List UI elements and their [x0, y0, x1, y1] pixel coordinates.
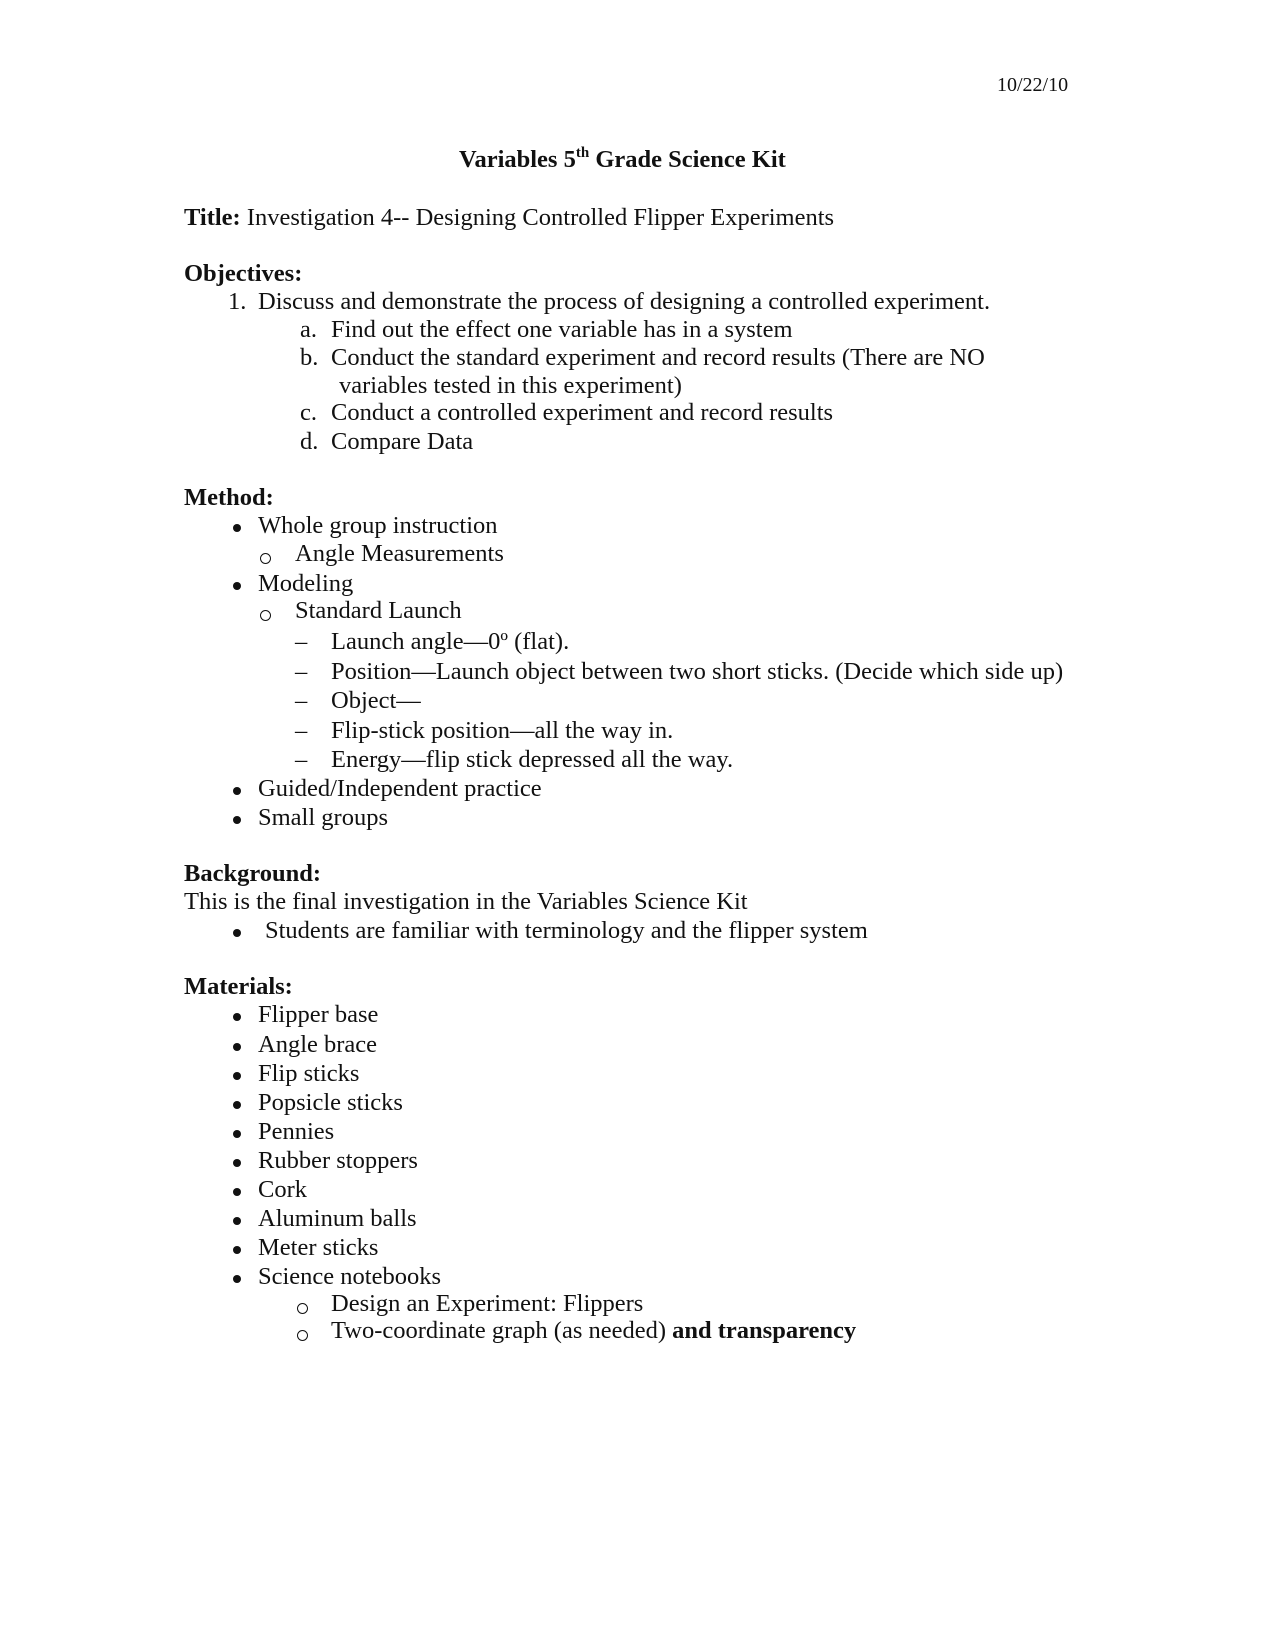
title-rest: Grade Science Kit [589, 146, 786, 173]
objective-subitem-a: Find out the effect one variable has in a system [331, 316, 793, 343]
bullet-icon [233, 1217, 241, 1225]
circle-bullet-icon [297, 1330, 308, 1341]
bullet-icon [233, 929, 241, 937]
material-item: Pennies [258, 1118, 335, 1145]
dash-icon: – [295, 746, 308, 773]
method-modeling: Modeling [258, 570, 354, 597]
background-heading: Background: [184, 860, 322, 887]
material-item: Cork [258, 1176, 307, 1203]
bullet-icon [233, 787, 241, 795]
method-angle-measurements: Angle Measurements [295, 540, 504, 567]
objective-subitem-b: Conduct the standard experiment and record results (There are NO [331, 344, 985, 371]
document-title [459, 145, 786, 173]
bullet-icon [233, 1159, 241, 1167]
objective-subitem-c: Conduct a controlled experiment and record results [331, 399, 834, 426]
bullet-icon [233, 1101, 241, 1109]
bullet-icon [233, 1013, 241, 1021]
launch-step-position: Position—Launch object between two short sticks. (Decide which side up) [331, 658, 1064, 685]
method-whole-group: Whole group instruction [258, 512, 498, 539]
background-bullet: Students are familiar with terminology and the flipper system [265, 917, 868, 944]
notebook-sub-graph-bold: and transparency [672, 1317, 857, 1344]
circle-bullet-icon [260, 610, 271, 621]
objective-letter-a: a. [300, 316, 317, 343]
material-item: Flip sticks [258, 1060, 360, 1087]
launch-step-flip-stick: Flip-stick position—all the way in. [331, 717, 674, 744]
circle-bullet-icon [297, 1303, 308, 1314]
document-date: 10/22/10 [997, 74, 1069, 96]
method-guided: Guided/Independent practice [258, 775, 542, 802]
bullet-icon [233, 1246, 241, 1254]
material-item: Science notebooks [258, 1263, 442, 1290]
dash-icon: – [295, 717, 308, 744]
method-standard-launch: Standard Launch [295, 597, 462, 624]
title-main: Variables 5 [459, 146, 576, 173]
objective-subitem-b-continued: variables tested in this experiment) [339, 372, 682, 399]
method-small-groups: Small groups [258, 804, 388, 831]
circle-bullet-icon [260, 553, 271, 564]
method-heading: Method: [184, 484, 274, 511]
bullet-icon [233, 1043, 241, 1051]
material-item: Angle brace [258, 1031, 378, 1058]
bullet-icon [233, 1275, 241, 1283]
title-value: Investigation 4-- Designing Controlled Flipper Experiments [246, 204, 835, 231]
objective-letter-d: d. [300, 428, 319, 455]
launch-step-object: Object— [331, 687, 421, 714]
launch-step-angle: Launch angle—0º (flat). [331, 628, 570, 655]
materials-heading: Materials: [184, 973, 293, 1000]
bullet-icon [233, 1188, 241, 1196]
bullet-icon [233, 582, 241, 590]
title-superscript: th [575, 145, 590, 161]
dash-icon: – [295, 687, 308, 714]
material-item: Aluminum balls [258, 1205, 417, 1232]
title-label: Title: [184, 204, 241, 231]
bullet-icon [233, 1130, 241, 1138]
notebook-sub-graph-text: Two-coordinate graph (as needed) [331, 1317, 673, 1344]
objective-letter-b: b. [300, 344, 319, 371]
objective-item-1: Discuss and demonstrate the process of designing a controlled experiment. [258, 288, 991, 315]
objective-number-1: 1. [228, 288, 247, 315]
bullet-icon [233, 524, 241, 532]
dash-icon: – [295, 628, 308, 655]
dash-icon: – [295, 658, 308, 685]
material-item: Flipper base [258, 1001, 379, 1028]
bullet-icon [233, 1072, 241, 1080]
material-item: Rubber stoppers [258, 1147, 418, 1174]
notebook-sub-graph [331, 1319, 856, 1344]
launch-step-energy: Energy—flip stick depressed all the way. [331, 746, 734, 773]
objective-subitem-d: Compare Data [331, 428, 474, 455]
title-line [184, 206, 834, 231]
notebook-sub-design: Design an Experiment: Flippers [331, 1290, 644, 1317]
material-item: Popsicle sticks [258, 1089, 403, 1116]
material-item: Meter sticks [258, 1234, 379, 1261]
objectives-heading: Objectives: [184, 260, 303, 287]
objective-letter-c: c. [300, 399, 317, 426]
bullet-icon [233, 816, 241, 824]
background-text: This is the final investigation in the Variables Science Kit [184, 888, 748, 915]
